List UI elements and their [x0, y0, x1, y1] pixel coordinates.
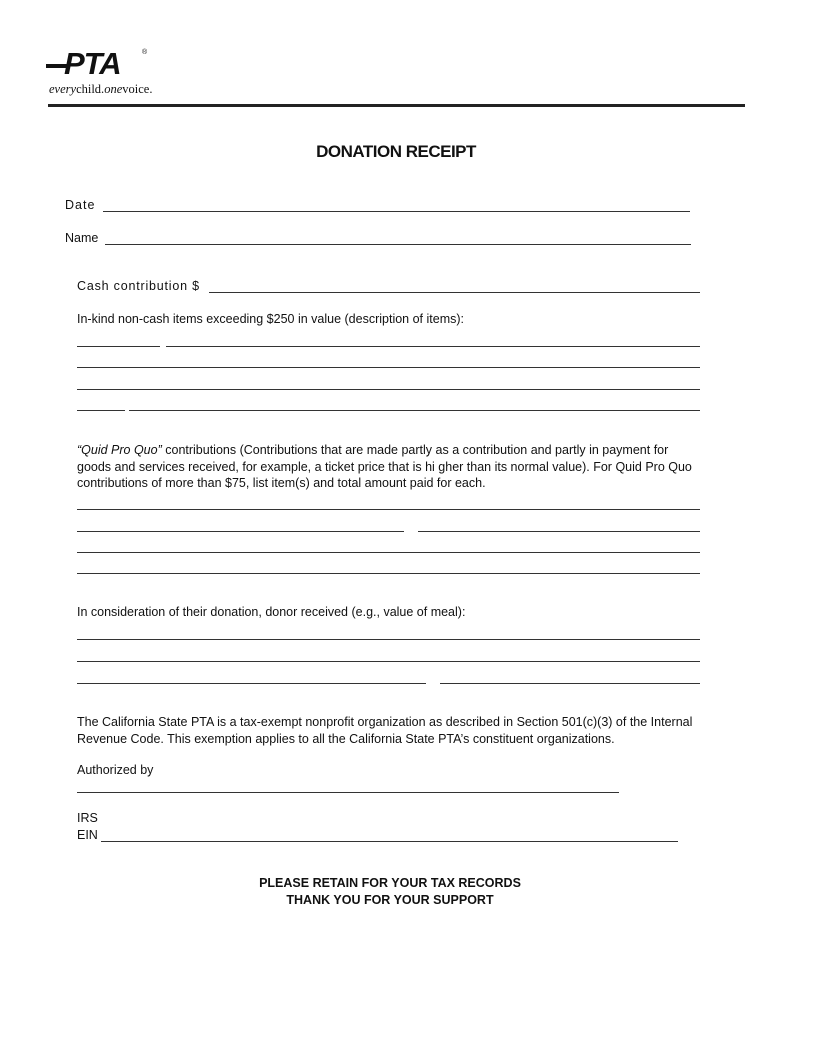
irs-label: IRS [77, 811, 98, 825]
ein-field[interactable] [101, 841, 678, 842]
name-field[interactable] [105, 244, 691, 245]
qpq-line-4[interactable] [77, 573, 700, 574]
tagline-child: child. [76, 82, 105, 96]
consideration-line-3b[interactable] [440, 683, 700, 684]
header-divider [48, 104, 745, 107]
quid-pro-quo-term: “Quid Pro Quo” [77, 443, 162, 457]
retain-records-notice: PLEASE RETAIN FOR YOUR TAX RECORDS [259, 876, 521, 890]
tax-exempt-statement: The California State PTA is a tax-exempt nonprofit organization as described in Section 501(c)(3) of the Internal Revenue Code. This exemption applies to all the California State PTA’s constituent organizations. [77, 715, 693, 746]
consideration-line-3a[interactable] [77, 683, 426, 684]
consideration-label: In consideration of their donation, donor received (e.g., value of meal): [77, 605, 466, 619]
name-label: Name [65, 231, 99, 245]
consideration-line-1[interactable] [77, 639, 700, 640]
ein-label: EIN [77, 828, 98, 842]
page-title: DONATION RECEIPT [316, 142, 476, 161]
thank-you-notice: THANK YOU FOR YOUR SUPPORT [286, 893, 494, 907]
qpq-line-2a[interactable] [77, 531, 404, 532]
inkind-label: In-kind non-cash items exceeding $250 in value (description of items): [77, 312, 465, 326]
date-label: Date [65, 198, 96, 212]
inkind-line-4a[interactable] [77, 410, 125, 411]
quid-pro-quo-text: contributions (Contributions that are made partly as a contribution and partly in payment for goods and services received, for example, a ticket price that is hi gher than its normal value). For Quid Pro Quo contributions of more than $75, list item(s) and total amount paid for each. [77, 443, 692, 490]
logo-tagline [49, 82, 152, 97]
qpq-line-3[interactable] [77, 552, 700, 553]
tagline-one: one [104, 82, 123, 96]
inkind-line-4b[interactable] [129, 410, 700, 411]
qpq-line-2b[interactable] [418, 531, 700, 532]
pta-logo [46, 44, 166, 100]
date-field[interactable] [103, 211, 690, 212]
qpq-line-1[interactable] [77, 509, 700, 510]
consideration-line-2[interactable] [77, 661, 700, 662]
inkind-line-1b[interactable] [166, 346, 700, 347]
tagline-every: every [49, 82, 77, 96]
authorized-by-field[interactable] [77, 792, 619, 793]
inkind-line-3[interactable] [77, 389, 700, 390]
inkind-line-2[interactable] [77, 367, 700, 368]
tagline-voice: voice. [122, 82, 153, 96]
authorized-by-label: Authorized by [77, 763, 154, 777]
logo-registered-mark: ® [142, 49, 148, 56]
cash-contribution-label: Cash contribution $ [77, 279, 200, 293]
cash-contribution-field[interactable] [209, 292, 700, 293]
quid-pro-quo-paragraph [77, 442, 702, 492]
inkind-line-1a[interactable] [77, 346, 160, 347]
logo-mark: PTA [64, 46, 121, 81]
